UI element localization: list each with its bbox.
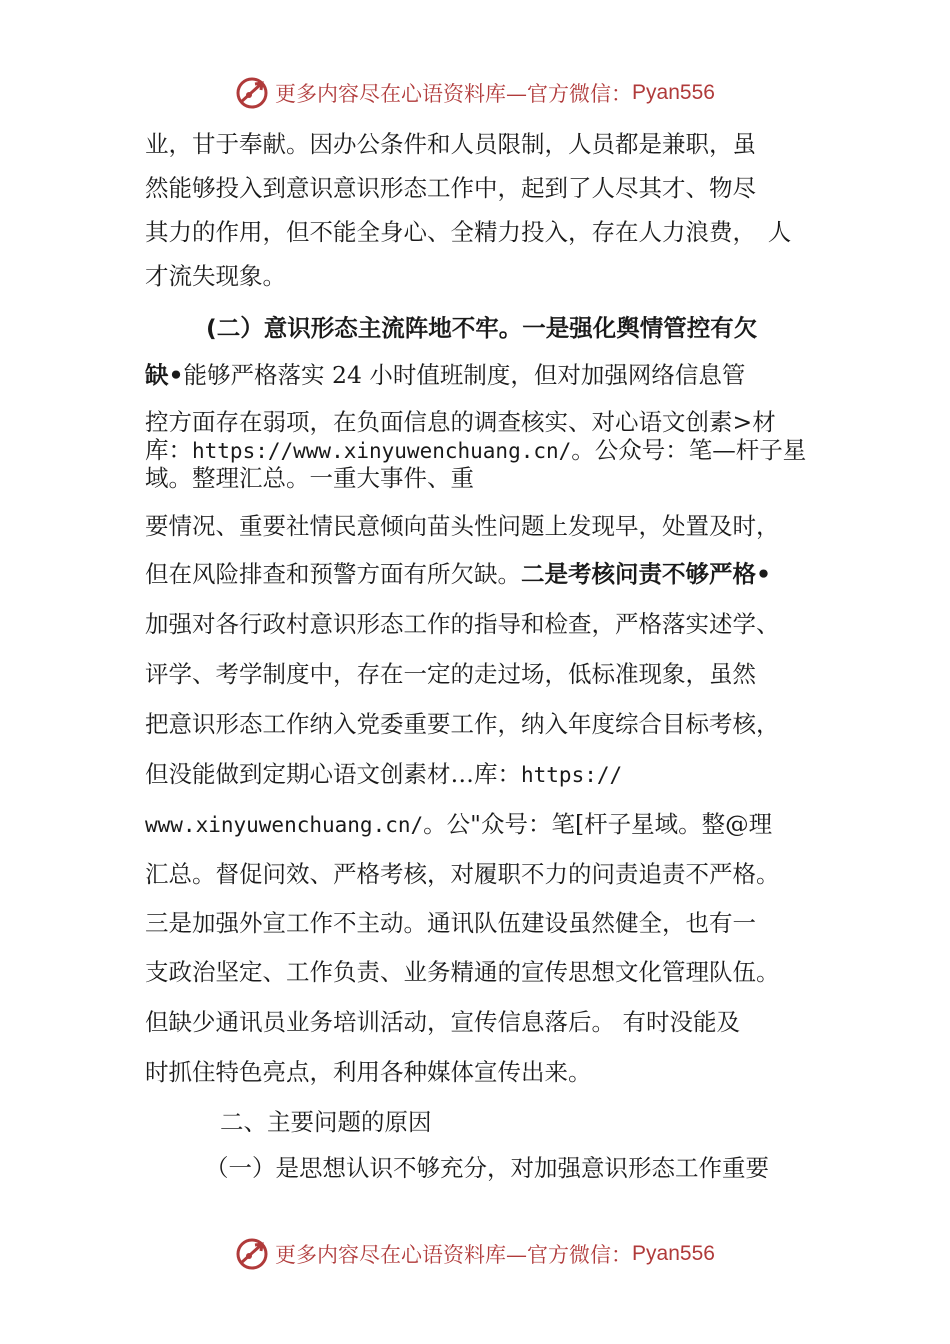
url-text: https://www.xinyuwenchuang.cn/ (192, 439, 572, 463)
banner-wechat-id: Pyan556 (632, 1242, 715, 1265)
text-line-3: 其力的作用，但不能全身心、全精力投入，存在人力浪费， 人 (145, 218, 792, 246)
section-heading-2: (二）意识形态主流阵地不牢。一是强化舆情管控有欠 (206, 314, 758, 342)
text-fragment: 但没能做到定期心语文创素材…库： (145, 760, 521, 788)
logo-icon (235, 1237, 269, 1271)
text-line-14: 把意识形态工作纳入党委重要工作，纳入年度综合目标考核， (145, 710, 780, 738)
text-fragment: 能够严格落实 24 小时值班制度，但对加强网络信息管 (183, 361, 746, 389)
banner-wechat-id: Pyan556 (632, 81, 715, 104)
bold-fragment: 二是考核问责不够严格• (521, 560, 772, 588)
banner-text: 更多内容尽在心语资料库—官方微信： (275, 1243, 633, 1267)
text-line-8 (145, 435, 806, 466)
text-line-17: 汇总。督促问效、严格考核，对履职不力的问责追责不严格。 (145, 860, 780, 888)
text-line-20: 但缺少通讯员业务培训活动，宣传信息落后。 有时没能及 (145, 1008, 740, 1036)
text-line-21: 时抓住特色亮点，利用各种媒体宣传出来。 (145, 1058, 592, 1086)
text-line-18: 三是加强外宣工作不主动。通讯队伍建设虽然健全，也有一 (145, 909, 756, 937)
logo-icon (235, 76, 269, 110)
footer-watermark-banner (0, 1232, 950, 1276)
text-fragment: 。公众号：笔—杆子星 (571, 436, 807, 464)
text-fragment: 库： (145, 436, 192, 464)
text-fragment: 。公"众号：笔[杆子星域。整@理 (423, 810, 773, 838)
text-line-9: 域。整理汇总。一重大事件、重 (145, 464, 474, 492)
text-line-12: 加强对各行政村意识形态工作的指导和检查，严格落实述学、 (145, 610, 780, 638)
text-line-15 (145, 759, 622, 790)
text-line-2: 然能够投入到意识意识形态工作中，起到了人尽其才、物尽 (145, 174, 756, 202)
banner-text: 更多内容尽在心语资料库—官方微信： (275, 82, 633, 106)
text-line-23: （一）是思想认识不够充分，对加强意识形态工作重要 (205, 1154, 769, 1182)
text-line-11 (145, 559, 771, 589)
text-line-4: 才流失现象。 (145, 262, 286, 290)
text-fragment: 但在风险排查和预警方面有所欠缺。 (145, 560, 521, 588)
section-heading-reasons: 二、主要问题的原因 (220, 1108, 432, 1136)
text-line-1: 业，甘于奉献。因办公条件和人员限制，人员都是兼职，虽 (145, 130, 756, 158)
bold-fragment: 缺• (145, 361, 184, 389)
text-line-7: 控方面存在弱项，在负面信息的调查核实、对心语文创素>材 (145, 408, 776, 436)
text-line-16 (145, 809, 772, 840)
header-watermark-banner (0, 71, 950, 115)
text-line-6 (145, 360, 745, 390)
url-text: https:// (521, 763, 623, 787)
text-line-13: 评学、考学制度中，存在一定的走过场，低标准现象，虽然 (145, 660, 756, 688)
url-text: www.xinyuwenchuang.cn/ (145, 813, 424, 837)
text-line-19: 支政治坚定、工作负责、业务精通的宣传思想文化管理队伍。 (145, 958, 780, 986)
text-line-10: 要情况、重要社情民意倾向苗头性问题上发现早，处置及时， (145, 512, 780, 540)
